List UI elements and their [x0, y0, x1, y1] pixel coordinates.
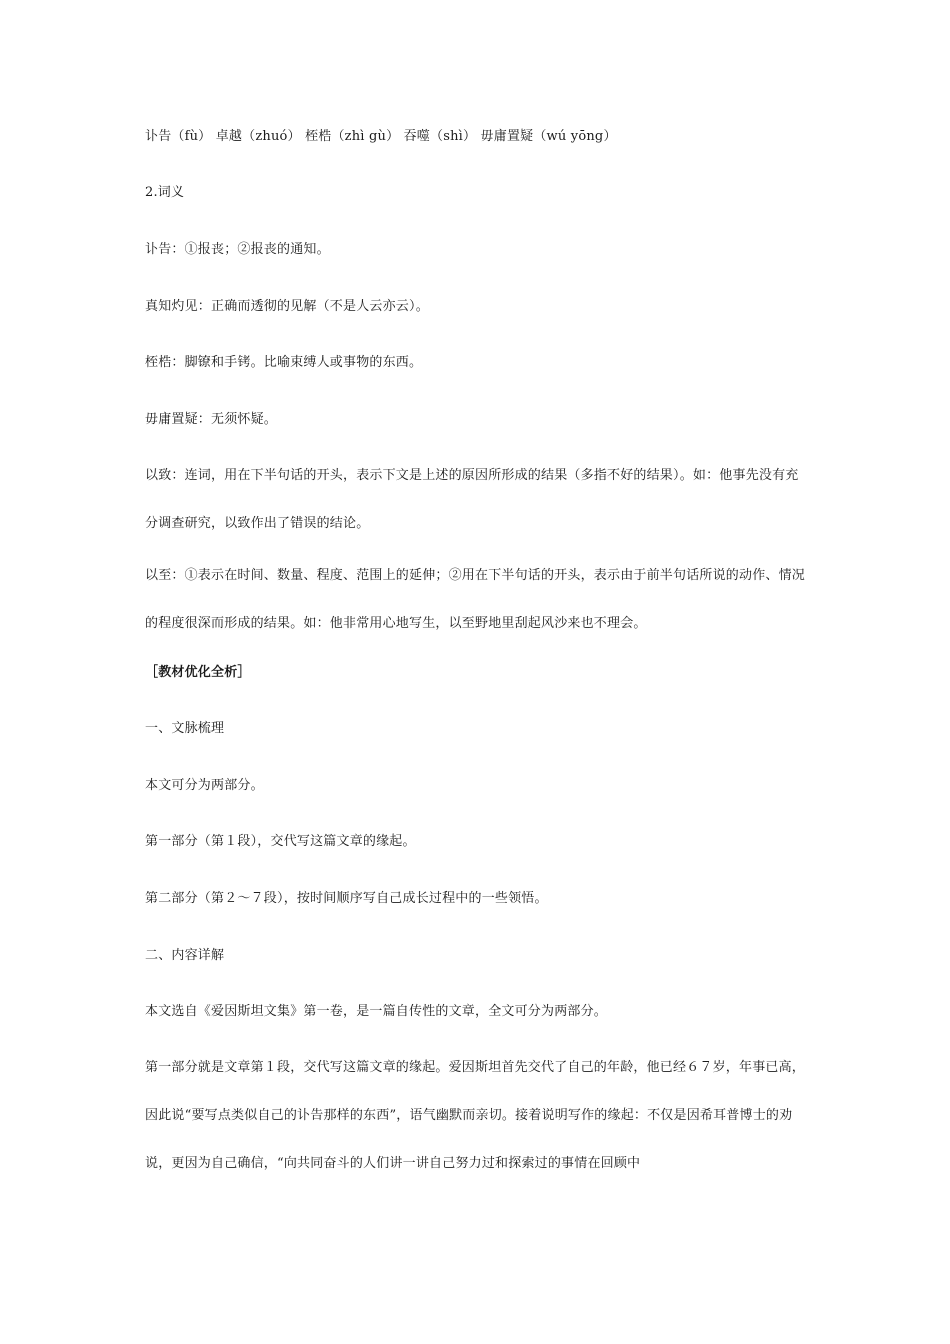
- definition-zhigu: 桎梏：脚镣和手铐。比喻束缚人或事物的东西。: [145, 355, 423, 370]
- content-paragraph: 第一部分就是文章第１段，交代写这篇文章的缘起。爱因斯坦首先交代了自己的年龄，他已经６７岁，年事已高，因此说“要写点类似自己的讣告那样的东西”，语气幽默而亲切。接着说明写作的缘起：不仅是因希耳普博士的劝说，更因为自己确信，“向共同奋斗的人们讲一讲自己努力过和探索过的事情在回顾中: [145, 1060, 806, 1171]
- structure-line-1: 本文可分为两部分。: [145, 778, 264, 793]
- section-title-structure: 一、文脉梳理: [145, 721, 225, 736]
- section-heading-word-meaning: 2.词义: [145, 185, 185, 200]
- structure-line-3: 第二部分（第２～７段），按时间顺序写自己成长过程中的一些领悟。: [145, 891, 548, 906]
- definition-yizhi-2: 以至：①表示在时间、数量、程度、范围上的延伸；②用在下半句话的开头，表示由于前半句话所说的动作、情况的程度很深而形成的结果。如：他非常用心地写生，以至野地里刮起风沙来也不理会。: [145, 568, 806, 631]
- structure-line-2: 第一部分（第１段），交代写这篇文章的缘起。: [145, 834, 416, 849]
- content-intro: 本文选自《爱因斯坦文集》第一卷，是一篇自传性的文章，全文可分为两部分。: [145, 1004, 608, 1019]
- section-title-content: 二、内容详解: [145, 948, 225, 963]
- definition-zhenzhi: 真知灼见：正确而透彻的见解（不是人云亦云）。: [145, 299, 429, 314]
- definition-wuyong: 毋庸置疑：无须怀疑。: [145, 412, 278, 427]
- heading-analysis: ［教材优化全析］: [145, 665, 251, 680]
- definition-yizhi: 以致：连词，用在下半句话的开头，表示下文是上述的原因所形成的结果（多指不好的结果）。如：他事先没有充分调查研究，以致作出了错误的结论。: [145, 468, 799, 531]
- pinyin-line: 讣告（fù） 卓越（zhuó） 桎梏（zhì gù） 吞噬（shì） 毋庸置疑（wú yōng）: [145, 129, 617, 144]
- definition-fugao: 讣告：①报丧；②报丧的通知。: [145, 242, 330, 257]
